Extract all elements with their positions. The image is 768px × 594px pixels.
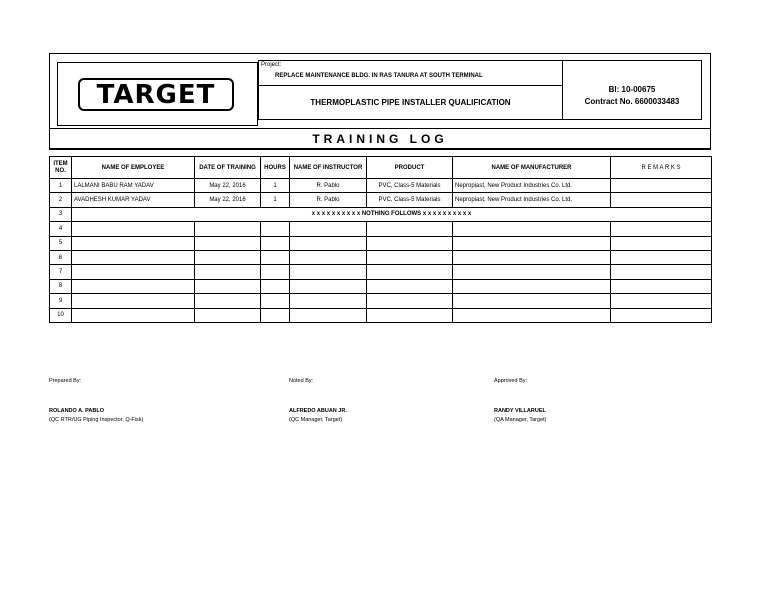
noted-by-block <box>289 377 347 424</box>
employee-name: AVADHESH KUMAR YADAV <box>72 193 195 207</box>
item-no: 3 <box>50 207 72 221</box>
item-no: 7 <box>50 265 72 279</box>
col-employee: NAME OF EMPLOYEE <box>72 157 195 179</box>
table-row <box>50 265 712 279</box>
project-name: REPLACE MAINTENANCE BLDG. IN RAS TANURA AT SOUTH TERMINAL <box>275 73 483 79</box>
title-bar <box>49 128 711 150</box>
training-log-table <box>49 156 712 323</box>
prepared-by-title: (QC RTR/UG Piping Inspector, Q-Fisk) <box>49 416 144 423</box>
prepared-by-block <box>49 377 143 424</box>
noted-by-label: Noted By: <box>289 378 314 384</box>
table-row <box>50 279 712 293</box>
instructor: R. Pablo <box>290 179 367 193</box>
product: PVC, Class-5 Materials <box>367 193 453 207</box>
approved-by-label: Approved By: <box>494 378 528 384</box>
training-date: May 22, 2016 <box>195 179 261 193</box>
item-no: 6 <box>50 250 72 264</box>
nothing-follows-text: x x x x x x x x x x NOTHING FOLLOWS x x x x x x x x x x <box>72 207 712 221</box>
hours: 1 <box>261 193 290 207</box>
table-row <box>50 193 712 207</box>
col-item-no: ITEM NO. <box>50 157 72 179</box>
product: PVC, Class-5 Materials <box>367 179 453 193</box>
logo-box <box>57 62 258 126</box>
col-remarks: R E M A R K S <box>611 157 712 179</box>
qualification-title: THERMOPLASTIC PIPE INSTALLER QUALIFICATION <box>310 98 511 107</box>
project-label: Project: <box>261 62 282 68</box>
nothing-follows-row <box>50 207 712 221</box>
item-no: 9 <box>50 294 72 308</box>
approved-by-block <box>494 377 546 424</box>
col-product: PRODUCT <box>367 157 453 179</box>
contract-box <box>562 60 702 120</box>
prepared-by-label: Prepared By: <box>49 378 82 384</box>
col-hours: HOURS <box>261 157 290 179</box>
table-row <box>50 250 712 264</box>
col-date: DATE OF TRAINING <box>195 157 261 179</box>
page-title: TRAINING LOG <box>312 132 448 146</box>
table-row <box>50 294 712 308</box>
item-no: 5 <box>50 236 72 250</box>
prepared-by-name: ROLANDO A. PABLO <box>49 408 104 415</box>
item-no: 10 <box>50 308 72 322</box>
col-manufacturer: NAME OF MANUFACTURER <box>453 157 611 179</box>
item-no: 4 <box>50 222 72 236</box>
item-no: 8 <box>50 279 72 293</box>
qualification-box <box>258 85 563 120</box>
noted-by-name: ALFREDO ABUAN JR. <box>289 408 347 415</box>
table-header-row <box>50 157 712 179</box>
item-no: 2 <box>50 193 72 207</box>
approved-by-name: RANDY VILLARUEL <box>494 408 546 415</box>
manufacturer: Nepropiast, New Product Industries Co. Ltd. <box>453 179 611 193</box>
training-date: May 22, 2016 <box>195 193 261 207</box>
table-row <box>50 236 712 250</box>
contract-number: Contract No. 6600033483 <box>584 97 680 106</box>
col-instructor: NAME OF INSTRUCTOR <box>290 157 367 179</box>
project-box <box>258 60 563 86</box>
approved-by-title: (QA Manager, Target) <box>494 416 547 423</box>
hours: 1 <box>261 179 290 193</box>
remarks <box>611 179 712 193</box>
employee-name: LALMANI BABU RAM YADAV <box>72 179 195 193</box>
noted-by-title: (QC Manager, Target) <box>289 416 343 423</box>
bi-number: BI: 10-00675 <box>608 85 656 94</box>
remarks <box>611 193 712 207</box>
manufacturer: Nepropiast, New Product Industries Co. Ltd. <box>453 193 611 207</box>
instructor: R. Pablo <box>290 193 367 207</box>
table-row <box>50 179 712 193</box>
item-no: 1 <box>50 179 72 193</box>
logo-text: TARGET <box>96 79 216 110</box>
company-logo <box>78 78 234 111</box>
table-row <box>50 308 712 322</box>
table-row <box>50 222 712 236</box>
